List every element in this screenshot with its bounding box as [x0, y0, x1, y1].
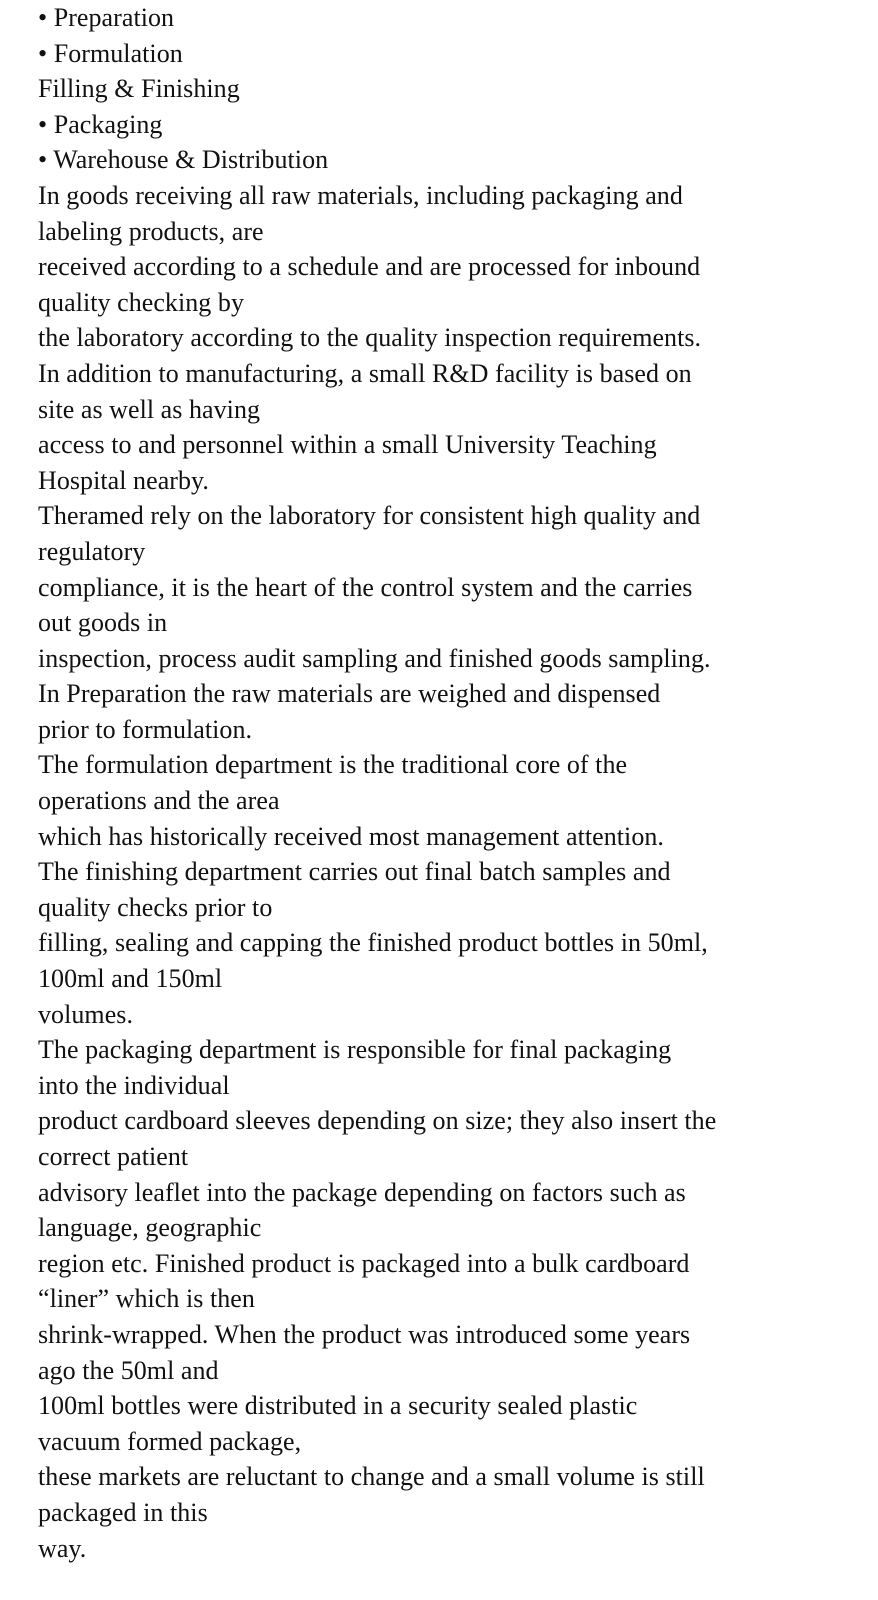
text-line: way. — [38, 1533, 87, 1563]
text-line: 100ml bottles were distributed in a security sealed plastic — [38, 1391, 638, 1421]
text-line: regulatory — [38, 536, 146, 566]
text-line: Hospital nearby. — [38, 465, 209, 495]
text-line: site as well as having — [38, 394, 261, 424]
text-line: these markets are reluctant to change and a small volume is still — [38, 1462, 705, 1492]
text-line: received according to a schedule and are processed for inbound — [38, 252, 701, 282]
text-line: volumes. — [38, 999, 134, 1029]
text-line: language, geographic — [38, 1213, 262, 1243]
text-line: vacuum formed package, — [38, 1426, 302, 1456]
text-line: 100ml and 150ml — [38, 964, 223, 994]
text-line: filling, sealing and capping the finished product bottles in 50ml, — [38, 928, 708, 958]
text-line: out goods in — [38, 608, 168, 638]
text-line: labeling products, are — [38, 216, 264, 246]
text-line: access to and personnel within a small University Teaching — [38, 430, 657, 460]
text-line: ago the 50ml and — [38, 1355, 219, 1385]
text-line: operations and the area — [38, 786, 280, 816]
text-line: Theramed rely on the laboratory for consistent high quality and — [38, 501, 701, 531]
text-line: shrink-wrapped. When the product was introduced some years — [38, 1319, 691, 1349]
list-item-filling-finishing: Filling & Finishing — [38, 74, 240, 104]
text-line: inspection, process audit sampling and finished goods sampling. — [38, 643, 711, 673]
text-line: compliance, it is the heart of the control system and the carries — [38, 572, 693, 602]
text-line: into the individual — [38, 1070, 230, 1100]
text-line: The packaging department is responsible for final packaging — [38, 1035, 672, 1065]
text-line: quality checking by — [38, 287, 245, 317]
text-line: the laboratory according to the quality inspection requirements. — [38, 323, 702, 353]
text-line: The formulation department is the traditional core of the — [38, 750, 628, 780]
bullet-item-formulation: • Formulation — [38, 38, 183, 68]
text-line: packaged in this — [38, 1497, 208, 1527]
text-line: “liner” which is then — [38, 1284, 255, 1314]
text-line: advisory leaflet into the package depending on factors such as — [38, 1177, 686, 1207]
text-line: correct patient — [38, 1142, 189, 1171]
text-line: In addition to manufacturing, a small R&D facility is based on — [38, 358, 692, 388]
bullet-item-warehouse: • Warehouse & Distribution — [38, 145, 329, 175]
bullet-item-preparation: • Preparation — [38, 3, 175, 32]
text-line: prior to formulation. — [38, 714, 253, 744]
text-line: product cardboard sleeves depending on size; they also insert the — [38, 1106, 717, 1136]
document-text — [38, 0, 868, 1566]
text-line: which has historically received most management attention. — [38, 821, 664, 851]
bullet-item-packaging: • Packaging — [38, 109, 163, 139]
text-line: The finishing department carries out final batch samples and — [38, 857, 671, 887]
text-line: In goods receiving all raw materials, including packaging and — [38, 180, 683, 210]
text-line: quality checks prior to — [38, 892, 273, 922]
text-line: region etc. Finished product is packaged into a bulk cardboard — [38, 1248, 690, 1278]
text-line: In Preparation the raw materials are weighed and dispensed — [38, 679, 661, 709]
